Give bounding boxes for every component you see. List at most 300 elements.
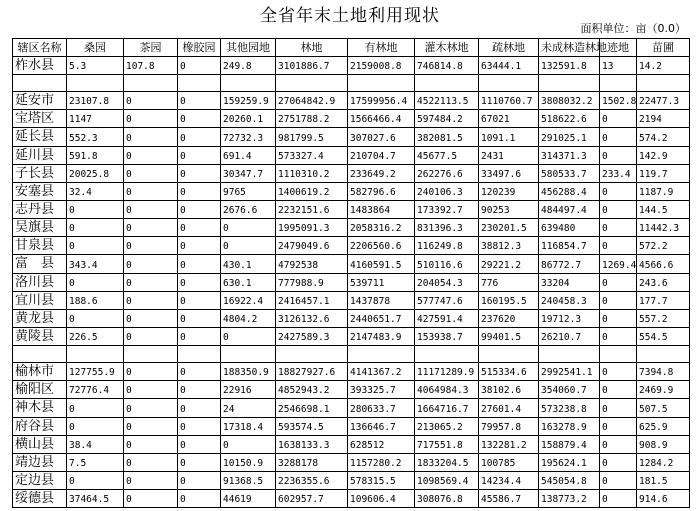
value-cell: 578315.5 (348, 471, 415, 489)
header-cell: 其他园地 (221, 39, 276, 57)
table-row (13, 363, 690, 381)
district-name-cell: 府谷县 (13, 417, 67, 435)
value-cell: 1110310.2 (276, 164, 348, 182)
value-cell: 63444.1 (479, 57, 539, 75)
value-cell: 213065.2 (415, 417, 479, 435)
value-cell: 1147 (67, 110, 124, 128)
value-cell: 2147483.9 (348, 327, 415, 345)
value-cell: 160195.5 (479, 291, 539, 309)
value-cell: 109606.4 (348, 490, 415, 508)
value-cell: 19712.3 (539, 309, 600, 327)
header-cell: 迹地 (600, 39, 637, 57)
value-cell: 240106.3 (415, 182, 479, 200)
value-cell: 0 (178, 128, 221, 146)
empty-cell (415, 75, 479, 92)
value-cell: 1437878 (348, 291, 415, 309)
value-cell: 4792538 (276, 255, 348, 273)
value-cell: 17318.4 (221, 417, 276, 435)
value-cell: 2427589.3 (276, 327, 348, 345)
value-cell: 0 (67, 471, 124, 489)
table-row (13, 435, 690, 453)
value-cell: 22916 (221, 381, 276, 399)
value-cell: 99401.5 (479, 327, 539, 345)
value-cell: 138773.2 (539, 490, 600, 508)
value-cell: 38812.3 (479, 237, 539, 255)
empty-cell (539, 75, 600, 92)
value-cell: 0 (124, 327, 178, 345)
empty-cell (348, 346, 415, 363)
value-cell: 0 (178, 237, 221, 255)
value-cell: 4522113.5 (415, 92, 479, 110)
value-cell: 204054.3 (415, 273, 479, 291)
value-cell: 18827927.6 (276, 363, 348, 381)
table-row (13, 237, 690, 255)
value-cell: 0 (124, 219, 178, 237)
table-row (13, 471, 690, 489)
table-row (13, 57, 690, 75)
value-cell: 132591.8 (539, 57, 600, 75)
district-name-cell: 宝塔区 (13, 110, 67, 128)
value-cell: 10150.9 (221, 453, 276, 471)
value-cell: 0 (124, 164, 178, 182)
value-cell: 262276.6 (415, 164, 479, 182)
value-cell: 518622.6 (539, 110, 600, 128)
table-row (13, 200, 690, 218)
table-row (13, 255, 690, 273)
value-cell: 37464.5 (67, 490, 124, 508)
value-cell: 2676.6 (221, 200, 276, 218)
value-cell: 14234.4 (479, 471, 539, 489)
empty-cell (221, 346, 276, 363)
value-cell: 188.6 (67, 291, 124, 309)
value-cell: 554.5 (637, 327, 690, 345)
empty-cell (637, 346, 690, 363)
value-cell: 0 (124, 309, 178, 327)
value-cell: 2159008.8 (348, 57, 415, 75)
value-cell: 291025.1 (539, 128, 600, 146)
value-cell: 314371.3 (539, 146, 600, 164)
value-cell: 0 (124, 146, 178, 164)
district-name-cell: 靖边县 (13, 453, 67, 471)
value-cell: 1098569.4 (415, 471, 479, 489)
district-name-cell: 志丹县 (13, 200, 67, 218)
value-cell: 0 (67, 309, 124, 327)
value-cell: 45586.7 (479, 490, 539, 508)
empty-cell (124, 75, 178, 92)
value-cell: 240458.3 (539, 291, 600, 309)
table-row (13, 490, 690, 508)
value-cell: 0 (124, 273, 178, 291)
value-cell: 393325.7 (348, 381, 415, 399)
value-cell: 4804.2 (221, 309, 276, 327)
value-cell: 0 (124, 200, 178, 218)
value-cell: 132281.2 (479, 435, 539, 453)
value-cell: 0 (600, 381, 637, 399)
value-cell: 0 (221, 219, 276, 237)
value-cell: 173392.7 (415, 200, 479, 218)
value-cell: 1833204.5 (415, 453, 479, 471)
value-cell: 746814.8 (415, 57, 479, 75)
value-cell: 107.8 (124, 57, 178, 75)
value-cell: 0 (67, 417, 124, 435)
value-cell: 308076.8 (415, 490, 479, 508)
value-cell: 30347.7 (221, 164, 276, 182)
value-cell: 0 (124, 381, 178, 399)
empty-cell (67, 346, 124, 363)
value-cell: 27064842.9 (276, 92, 348, 110)
table-row (13, 92, 690, 110)
value-cell: 0 (600, 182, 637, 200)
value-cell: 0 (600, 399, 637, 417)
value-cell: 116854.7 (539, 237, 600, 255)
header-cell: 茶园 (124, 39, 178, 57)
value-cell: 1157280.2 (348, 453, 415, 471)
district-name-cell: 神木县 (13, 399, 67, 417)
value-cell: 0 (178, 417, 221, 435)
value-cell: 120239 (479, 182, 539, 200)
value-cell: 0 (600, 110, 637, 128)
district-name-cell: 延安市 (13, 92, 67, 110)
value-cell: 1502.8 (600, 92, 637, 110)
value-cell: 0 (124, 435, 178, 453)
value-cell: 0 (124, 110, 178, 128)
district-name-cell: 黄陵县 (13, 327, 67, 345)
value-cell: 0 (178, 255, 221, 273)
value-cell: 354060.7 (539, 381, 600, 399)
value-cell: 33497.6 (479, 164, 539, 182)
value-cell: 908.9 (637, 435, 690, 453)
value-cell: 7394.8 (637, 363, 690, 381)
empty-cell (600, 346, 637, 363)
value-cell: 5.3 (67, 57, 124, 75)
value-cell: 0 (600, 453, 637, 471)
value-cell: 0 (178, 182, 221, 200)
value-cell: 32.4 (67, 182, 124, 200)
value-cell: 343.4 (67, 255, 124, 273)
value-cell: 1664716.7 (415, 399, 479, 417)
value-cell: 0 (178, 164, 221, 182)
value-cell: 230201.5 (479, 219, 539, 237)
value-cell: 27601.4 (479, 399, 539, 417)
value-cell: 0 (178, 110, 221, 128)
value-cell: 1995091.3 (276, 219, 348, 237)
table-row (13, 417, 690, 435)
value-cell: 0 (124, 237, 178, 255)
value-cell: 2546698.1 (276, 399, 348, 417)
value-cell: 1483864 (348, 200, 415, 218)
district-name-cell: 富 县 (13, 255, 67, 273)
empty-cell (479, 75, 539, 92)
value-cell: 2479049.6 (276, 237, 348, 255)
value-cell: 1566466.4 (348, 110, 415, 128)
value-cell: 639480 (539, 219, 600, 237)
value-cell: 4141367.2 (348, 363, 415, 381)
land-use-table (12, 38, 690, 508)
table-row (13, 164, 690, 182)
value-cell: 545054.8 (539, 471, 600, 489)
value-cell: 577747.6 (415, 291, 479, 309)
value-cell: 127755.9 (67, 363, 124, 381)
value-cell: 33204 (539, 273, 600, 291)
value-cell: 0 (600, 490, 637, 508)
value-cell: 91368.5 (221, 471, 276, 489)
value-cell: 1638133.3 (276, 435, 348, 453)
header-row (13, 39, 690, 57)
value-cell: 574.2 (637, 128, 690, 146)
value-cell: 1091.1 (479, 128, 539, 146)
value-cell: 0 (67, 273, 124, 291)
empty-cell (221, 75, 276, 92)
value-cell: 45677.5 (415, 146, 479, 164)
value-cell: 26210.7 (539, 327, 600, 345)
empty-cell (479, 346, 539, 363)
value-cell: 628512 (348, 435, 415, 453)
table-row (13, 128, 690, 146)
value-cell: 0 (178, 490, 221, 508)
value-cell: 0 (178, 57, 221, 75)
value-cell: 510116.6 (415, 255, 479, 273)
district-name-cell: 柞水县 (13, 57, 67, 75)
value-cell: 0 (600, 291, 637, 309)
table-row (13, 146, 690, 164)
district-name-cell: 横山县 (13, 435, 67, 453)
value-cell: 1269.4 (600, 255, 637, 273)
value-cell: 2431 (479, 146, 539, 164)
value-cell: 79957.8 (479, 417, 539, 435)
value-cell: 1187.9 (637, 182, 690, 200)
blank-row (13, 346, 690, 363)
district-name-cell: 安塞县 (13, 182, 67, 200)
value-cell: 0 (124, 417, 178, 435)
value-cell: 2469.9 (637, 381, 690, 399)
empty-cell (637, 75, 690, 92)
value-cell: 142.9 (637, 146, 690, 164)
district-name-cell: 定边县 (13, 471, 67, 489)
value-cell: 630.1 (221, 273, 276, 291)
value-cell: 777988.9 (276, 273, 348, 291)
value-cell: 0 (124, 255, 178, 273)
header-cell: 有林地 (348, 39, 415, 57)
district-name-cell: 洛川县 (13, 273, 67, 291)
value-cell: 625.9 (637, 417, 690, 435)
value-cell: 20025.8 (67, 164, 124, 182)
empty-cell (67, 75, 124, 92)
value-cell: 0 (600, 128, 637, 146)
empty-cell (539, 346, 600, 363)
value-cell: 2206560.6 (348, 237, 415, 255)
value-cell: 0 (178, 273, 221, 291)
value-cell: 2232151.6 (276, 200, 348, 218)
value-cell: 233.4 (600, 164, 637, 182)
value-cell: 210704.7 (348, 146, 415, 164)
value-cell: 0 (67, 237, 124, 255)
unit-label: 面积单位：亩（0.0） (580, 22, 686, 35)
header-cell: 辖区名称 (13, 39, 67, 57)
table-row (13, 327, 690, 345)
value-cell: 0 (600, 309, 637, 327)
value-cell: 4064984.3 (415, 381, 479, 399)
value-cell: 0 (124, 92, 178, 110)
value-cell: 3288178 (276, 453, 348, 471)
value-cell: 0 (124, 182, 178, 200)
table-row (13, 291, 690, 309)
value-cell: 557.2 (637, 309, 690, 327)
district-name-cell: 吴旗县 (13, 219, 67, 237)
value-cell: 307027.6 (348, 128, 415, 146)
value-cell: 0 (221, 327, 276, 345)
value-cell: 507.5 (637, 399, 690, 417)
value-cell: 2992541.1 (539, 363, 600, 381)
value-cell: 0 (124, 490, 178, 508)
empty-cell (276, 346, 348, 363)
value-cell: 226.5 (67, 327, 124, 345)
value-cell: 9765 (221, 182, 276, 200)
value-cell: 0 (600, 273, 637, 291)
value-cell: 72776.4 (67, 381, 124, 399)
value-cell: 22477.3 (637, 92, 690, 110)
value-cell: 14.2 (637, 57, 690, 75)
value-cell: 90253 (479, 200, 539, 218)
district-name-cell: 黄龙县 (13, 309, 67, 327)
value-cell: 4160591.5 (348, 255, 415, 273)
value-cell: 0 (124, 363, 178, 381)
value-cell: 0 (221, 237, 276, 255)
value-cell: 580533.7 (539, 164, 600, 182)
value-cell: 195624.1 (539, 453, 600, 471)
empty-cell (415, 346, 479, 363)
value-cell: 539711 (348, 273, 415, 291)
value-cell: 16922.4 (221, 291, 276, 309)
value-cell: 0 (178, 309, 221, 327)
page-title: 全省年末土地利用现状 (260, 6, 440, 26)
value-cell: 7.5 (67, 453, 124, 471)
table-row (13, 309, 690, 327)
value-cell: 582796.6 (348, 182, 415, 200)
value-cell: 11171289.9 (415, 363, 479, 381)
district-name-cell: 榆阳区 (13, 381, 67, 399)
header-cell: 疏林地 (479, 39, 539, 57)
value-cell: 0 (600, 471, 637, 489)
value-cell: 2194 (637, 110, 690, 128)
value-cell: 0 (178, 327, 221, 345)
value-cell: 0 (600, 219, 637, 237)
table-row (13, 453, 690, 471)
value-cell: 2751788.2 (276, 110, 348, 128)
empty-cell (124, 346, 178, 363)
value-cell: 1284.2 (637, 453, 690, 471)
value-cell: 0 (600, 327, 637, 345)
value-cell: 24 (221, 399, 276, 417)
value-cell: 597484.2 (415, 110, 479, 128)
value-cell: 20260.1 (221, 110, 276, 128)
value-cell: 0 (600, 146, 637, 164)
value-cell: 0 (178, 146, 221, 164)
value-cell: 181.5 (637, 471, 690, 489)
value-cell: 3101886.7 (276, 57, 348, 75)
value-cell: 0 (178, 200, 221, 218)
table-row (13, 110, 690, 128)
value-cell: 159259.9 (221, 92, 276, 110)
district-name-cell: 子长县 (13, 164, 67, 182)
blank-row (13, 75, 690, 92)
value-cell: 0 (178, 435, 221, 453)
value-cell: 591.8 (67, 146, 124, 164)
value-cell: 0 (600, 363, 637, 381)
value-cell: 233649.2 (348, 164, 415, 182)
value-cell: 29221.2 (479, 255, 539, 273)
empty-cell (348, 75, 415, 92)
table-row (13, 273, 690, 291)
value-cell: 44619 (221, 490, 276, 508)
value-cell: 2236355.6 (276, 471, 348, 489)
value-cell: 382081.5 (415, 128, 479, 146)
empty-cell (178, 75, 221, 92)
value-cell: 72732.3 (221, 128, 276, 146)
value-cell: 691.4 (221, 146, 276, 164)
district-name-cell: 宜川县 (13, 291, 67, 309)
value-cell: 0 (124, 399, 178, 417)
value-cell: 1110760.7 (479, 92, 539, 110)
value-cell: 4852943.2 (276, 381, 348, 399)
district-name-cell: 绥德县 (13, 490, 67, 508)
value-cell: 0 (178, 471, 221, 489)
district-name-cell: 延长县 (13, 128, 67, 146)
value-cell: 144.5 (637, 200, 690, 218)
value-cell: 552.3 (67, 128, 124, 146)
value-cell: 177.7 (637, 291, 690, 309)
value-cell: 0 (600, 417, 637, 435)
value-cell: 13 (600, 57, 637, 75)
value-cell: 0 (178, 219, 221, 237)
value-cell: 831396.3 (415, 219, 479, 237)
header-cell: 橡胶园 (178, 39, 221, 57)
value-cell: 0 (600, 237, 637, 255)
empty-cell (13, 346, 67, 363)
value-cell: 0 (178, 381, 221, 399)
district-name-cell: 甘泉县 (13, 237, 67, 255)
header-cell: 灌木林地 (415, 39, 479, 57)
value-cell: 981799.5 (276, 128, 348, 146)
value-cell: 100785 (479, 453, 539, 471)
value-cell: 188350.9 (221, 363, 276, 381)
value-cell: 4566.6 (637, 255, 690, 273)
header-cell: 林地 (276, 39, 348, 57)
value-cell: 456288.4 (539, 182, 600, 200)
value-cell: 717551.8 (415, 435, 479, 453)
district-name-cell: 延川县 (13, 146, 67, 164)
value-cell: 2058316.2 (348, 219, 415, 237)
value-cell: 0 (221, 435, 276, 453)
value-cell: 0 (178, 92, 221, 110)
value-cell: 573238.8 (539, 399, 600, 417)
value-cell: 0 (67, 219, 124, 237)
value-cell: 0 (600, 435, 637, 453)
value-cell: 2440651.7 (348, 309, 415, 327)
value-cell: 38.4 (67, 435, 124, 453)
value-cell: 153938.7 (415, 327, 479, 345)
header-cell: 未成林造林地 (539, 39, 600, 57)
value-cell: 237620 (479, 309, 539, 327)
empty-cell (178, 346, 221, 363)
value-cell: 427591.4 (415, 309, 479, 327)
value-cell: 249.8 (221, 57, 276, 75)
value-cell: 116249.8 (415, 237, 479, 255)
empty-cell (600, 75, 637, 92)
value-cell: 0 (178, 291, 221, 309)
value-cell: 0 (124, 471, 178, 489)
value-cell: 0 (67, 200, 124, 218)
empty-cell (13, 75, 67, 92)
